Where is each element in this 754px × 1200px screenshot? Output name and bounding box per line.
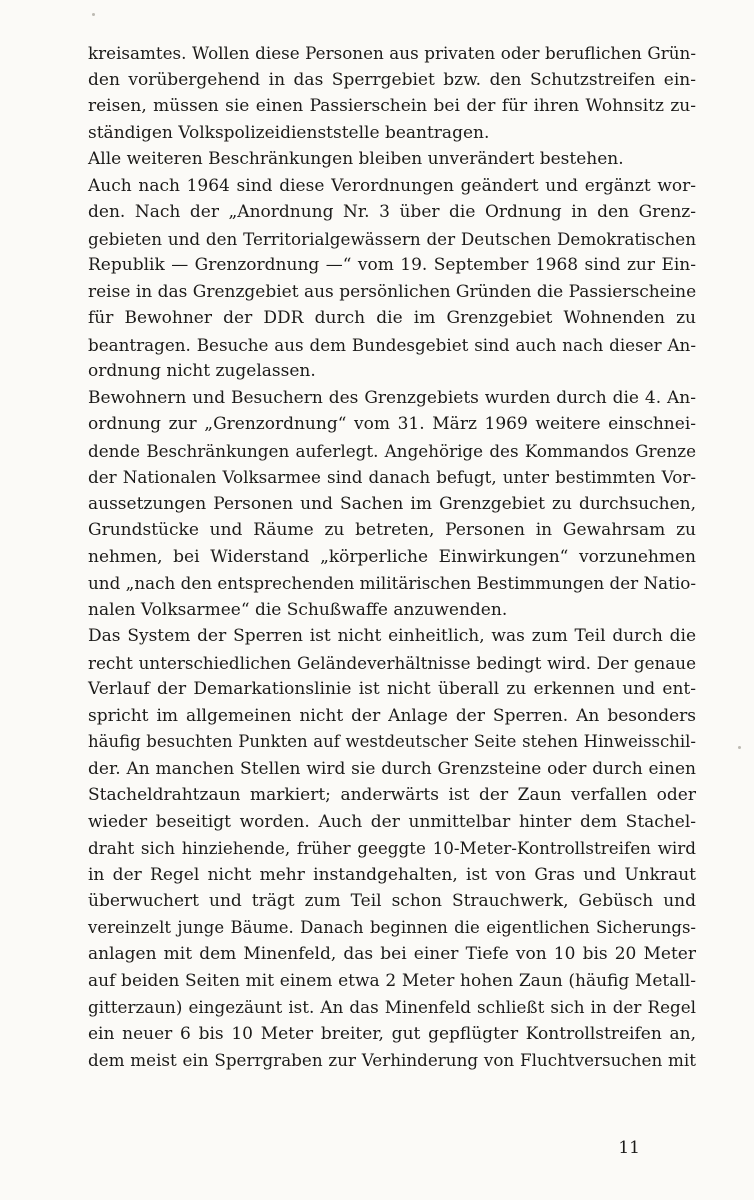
text-line: aussetzungen Personen und Sachen im Grenzgebiet zu durchsuchen, <box>88 493 696 514</box>
text-line: in der Regel nicht mehr instandgehalten, ist von Gras und Unkraut <box>88 864 696 885</box>
text-line: kreisamtes. Wollen diese Personen aus privaten oder beruflichen Grün- <box>88 43 696 63</box>
text-line: Verlauf der Demarkationslinie ist nicht überall zu erkennen und ent- <box>88 679 696 699</box>
page-number: 11 <box>618 1138 640 1158</box>
text-line: und „nach den entsprechenden militärischen Bestimmungen der Natio- <box>88 573 696 593</box>
body-text <box>88 40 696 1074</box>
text-line: dende Beschränkungen auferlegt. Angehörige des Kommandos Grenze <box>88 440 696 461</box>
text-line: nehmen, bei Widerstand „körperliche Einwirkungen“ vorzunehmen <box>88 546 696 567</box>
text-line: Alle weiteren Beschränkungen bleiben unverändert bestehen. <box>88 149 624 169</box>
text-line: gebieten und den Territorialgewässern der Deutschen Demokratischen <box>88 228 696 249</box>
paper-speck <box>738 746 741 749</box>
text-line: gitterzaun) eingezäunt ist. An das Minenfeld schließt sich in der Regel <box>88 997 696 1017</box>
text-line: vereinzelt junge Bäume. Danach beginnen die eigentlichen Sicherungs- <box>88 917 696 937</box>
text-line: anlagen mit dem Minenfeld, das bei einer Tiefe von 10 bis 20 Meter <box>88 944 696 964</box>
text-line: der. An manchen Stellen wird sie durch Grenzsteine oder durch einen <box>88 758 696 779</box>
text-line: Stacheldrahtzaun markiert; anderwärts ist der Zaun verfallen oder <box>88 785 696 805</box>
text-line: recht unterschiedlichen Geländeverhältnisse bedingt wird. Der genaue <box>88 652 696 673</box>
text-line: ständigen Volkspolizeidienststelle beantragen. <box>88 122 490 143</box>
text-line: reisen, müssen sie einen Passierschein bei der für ihren Wohnsitz zu- <box>88 96 696 116</box>
text-line: Grundstücke und Räume zu betreten, Personen in Gewahrsam zu <box>88 520 696 540</box>
text-line: den. Nach der „Anordnung Nr. 3 über die Ordnung in den Grenz- <box>88 202 696 222</box>
text-line: Das System der Sperren ist nicht einheitlich, was zum Teil durch die <box>88 626 696 646</box>
text-line: ordnung nicht zugelassen. <box>88 361 316 381</box>
text-line: wieder beseitigt worden. Auch der unmittelbar hinter dem Stachel- <box>88 811 696 832</box>
text-line: Republik — Grenzordnung —“ vom 19. September 1968 sind zur Ein- <box>88 255 696 275</box>
text-line: reise in das Grenzgebiet aus persönlichen Gründen die Passierscheine <box>88 281 697 302</box>
text-line: draht sich hinziehende, früher geeggte 10-Meter-Kontrollstreifen wird <box>88 838 696 858</box>
text-line: spricht im allgemeinen nicht der Anlage der Sperren. An besonders <box>88 705 696 726</box>
text-line: für Bewohner der DDR durch die im Grenzgebiet Wohnenden zu <box>88 308 696 328</box>
text-line: ordnung zur „Grenzordnung“ vom 31. März 1969 weitere einschnei- <box>88 414 696 434</box>
text-line: den vorübergehend in das Sperrgebiet bzw. den Schutzstreifen ein- <box>88 69 696 90</box>
text-line: auf beiden Seiten mit einem etwa 2 Meter hohen Zaun (häufig Metall- <box>88 970 696 991</box>
text-line: überwuchert und trägt zum Teil schon Strauchwerk, Gebüsch und <box>88 891 696 911</box>
text-line: ein neuer 6 bis 10 Meter breiter, gut gepflügter Kontrollstreifen an, <box>88 1023 696 1044</box>
text-line: beantragen. Besuche aus dem Bundesgebiet sind auch nach dieser An- <box>88 334 696 355</box>
text-line: Auch nach 1964 sind diese Verordnungen geändert und ergänzt wor- <box>88 175 696 196</box>
text-line: häufig besuchten Punkten auf westdeutscher Seite stehen Hinweisschil- <box>88 732 696 751</box>
paper-speck <box>92 13 95 16</box>
text-line: dem meist ein Sperrgraben zur Verhinderung von Fluchtversuchen mit <box>88 1050 696 1070</box>
text-line: nalen Volksarmee“ die Schußwaffe anzuwenden. <box>88 599 508 620</box>
text-line: der Nationalen Volksarmee sind danach befugt, unter bestimmten Vor- <box>88 467 696 487</box>
text-line: Bewohnern und Besuchern des Grenzgebiets wurden durch die 4. An- <box>88 387 696 408</box>
